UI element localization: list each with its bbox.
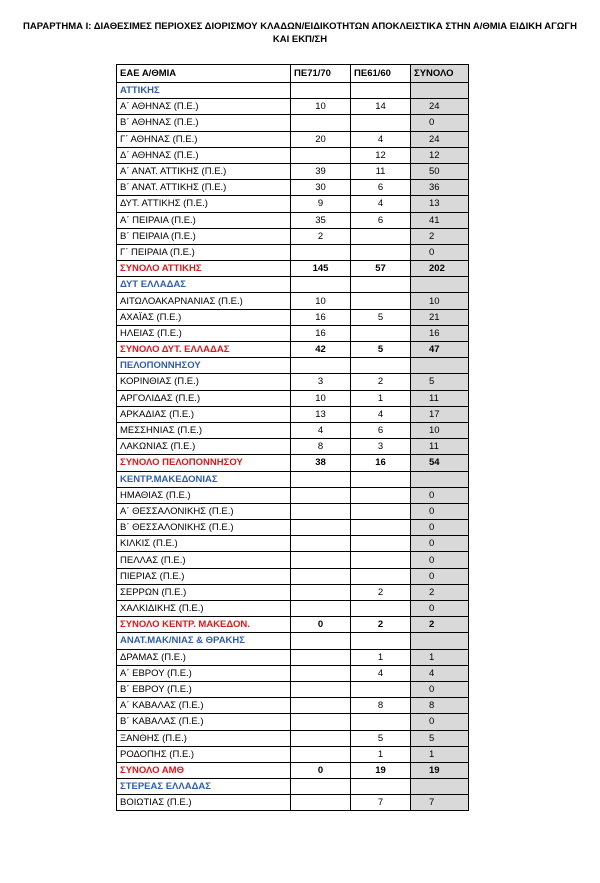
- cell-pe71: [291, 83, 351, 99]
- cell-pe61: [351, 568, 411, 584]
- cell-total: 0: [411, 552, 469, 568]
- cell-pe61: [351, 633, 411, 649]
- cell-area-name: ΚΕΝΤΡ.ΜΑΚΕΔΟΝΙΑΣ: [117, 471, 291, 487]
- cell-pe71: [291, 698, 351, 714]
- region-header-row: [117, 277, 469, 293]
- table-row: [117, 244, 469, 260]
- cell-pe61: 7: [351, 795, 411, 811]
- cell-pe61: 4: [351, 406, 411, 422]
- table-row: [117, 115, 469, 131]
- cell-total: 41: [411, 212, 469, 228]
- cell-area-name: ΠΕΛΛΑΣ (Π.Ε.): [117, 552, 291, 568]
- cell-total: 19: [411, 762, 469, 778]
- cell-total: 5: [411, 374, 469, 390]
- cell-pe61: [351, 503, 411, 519]
- cell-pe71: [291, 649, 351, 665]
- column-header-area: ΕΑΕ Α/ΘΜΙΑ: [117, 65, 291, 83]
- cell-total: 8: [411, 698, 469, 714]
- table-row: [117, 487, 469, 503]
- cell-area-name: ΣΕΡΡΩΝ (Π.Ε.): [117, 584, 291, 600]
- table-row: [117, 406, 469, 422]
- table-row: [117, 99, 469, 115]
- cell-pe61: 2: [351, 617, 411, 633]
- cell-area-name: ΠΕΛΟΠΟΝΝΗΣΟΥ: [117, 358, 291, 374]
- table-row: [117, 196, 469, 212]
- table-row: [117, 212, 469, 228]
- cell-area-name: ΞΑΝΘΗΣ (Π.Ε.): [117, 730, 291, 746]
- cell-pe71: 20: [291, 131, 351, 147]
- cell-pe61: [351, 115, 411, 131]
- region-header-row: [117, 779, 469, 795]
- cell-area-name: Β΄ ΘΕΣΣΑΛΟΝΙΚΗΣ (Π.Ε.): [117, 520, 291, 536]
- cell-total: 0: [411, 487, 469, 503]
- cell-pe61: [351, 779, 411, 795]
- column-header-total: ΣΥΝΟΛΟ: [411, 65, 469, 83]
- cell-area-name: ΣΤΕΡΕΑΣ ΕΛΛΑΔΑΣ: [117, 779, 291, 795]
- cell-total: [411, 358, 469, 374]
- cell-pe61: [351, 536, 411, 552]
- cell-total: 24: [411, 131, 469, 147]
- cell-pe71: [291, 584, 351, 600]
- cell-pe71: 16: [291, 325, 351, 341]
- table-row: [117, 325, 469, 341]
- cell-area-name: Β΄ ΑΝΑΤ. ΑΤΤΙΚΗΣ (Π.Ε.): [117, 180, 291, 196]
- cell-total: 0: [411, 714, 469, 730]
- cell-area-name: ΠΙΕΡΙΑΣ (Π.Ε.): [117, 568, 291, 584]
- cell-pe61: 4: [351, 196, 411, 212]
- cell-pe71: [291, 277, 351, 293]
- cell-total: 12: [411, 147, 469, 163]
- table-row: [117, 390, 469, 406]
- cell-pe71: 3: [291, 374, 351, 390]
- cell-area-name: Α΄ ΑΝΑΤ. ΑΤΤΙΚΗΣ (Π.Ε.): [117, 163, 291, 179]
- cell-pe61: 2: [351, 584, 411, 600]
- region-total-row: [117, 455, 469, 471]
- table-row: [117, 131, 469, 147]
- cell-total: 10: [411, 293, 469, 309]
- cell-pe71: [291, 471, 351, 487]
- cell-area-name: ΔΥΤ ΕΛΛΑΔΑΣ: [117, 277, 291, 293]
- cell-pe71: [291, 730, 351, 746]
- table-row: [117, 147, 469, 163]
- cell-total: 21: [411, 309, 469, 325]
- table-row: [117, 698, 469, 714]
- cell-pe71: 4: [291, 422, 351, 438]
- cell-area-name: ΔΥΤ. ΑΤΤΙΚΗΣ (Π.Ε.): [117, 196, 291, 212]
- cell-total: 2: [411, 228, 469, 244]
- cell-total: 202: [411, 261, 469, 277]
- cell-area-name: ΑΡΓΟΛΙΔΑΣ (Π.Ε.): [117, 390, 291, 406]
- cell-area-name: ΚΙΛΚΙΣ (Π.Ε.): [117, 536, 291, 552]
- cell-pe61: [351, 228, 411, 244]
- table-body: [117, 83, 469, 811]
- table-row: [117, 730, 469, 746]
- cell-pe61: [351, 520, 411, 536]
- table-row: [117, 746, 469, 762]
- cell-area-name: Α΄ ΕΒΡΟΥ (Π.Ε.): [117, 665, 291, 681]
- cell-area-name: ΑΤΤΙΚΗΣ: [117, 83, 291, 99]
- cell-pe71: [291, 633, 351, 649]
- region-total-row: [117, 342, 469, 358]
- cell-pe61: 4: [351, 131, 411, 147]
- cell-pe61: 57: [351, 261, 411, 277]
- cell-pe71: 16: [291, 309, 351, 325]
- cell-pe61: 5: [351, 309, 411, 325]
- cell-pe71: [291, 503, 351, 519]
- table-header-row: [117, 65, 469, 83]
- table-row: [117, 665, 469, 681]
- cell-pe71: [291, 795, 351, 811]
- cell-pe71: 10: [291, 293, 351, 309]
- cell-pe71: [291, 714, 351, 730]
- cell-total: 1: [411, 649, 469, 665]
- cell-area-name: ΗΛΕΙΑΣ (Π.Ε.): [117, 325, 291, 341]
- table-row: [117, 439, 469, 455]
- cell-total: 50: [411, 163, 469, 179]
- region-header-row: [117, 358, 469, 374]
- cell-pe61: [351, 277, 411, 293]
- cell-area-name: ΔΡΑΜΑΣ (Π.Ε.): [117, 649, 291, 665]
- cell-pe71: 8: [291, 439, 351, 455]
- cell-pe61: 3: [351, 439, 411, 455]
- cell-pe61: 1: [351, 390, 411, 406]
- region-total-row: [117, 617, 469, 633]
- table-row: [117, 552, 469, 568]
- cell-total: 1: [411, 746, 469, 762]
- cell-pe71: [291, 665, 351, 681]
- cell-total: 0: [411, 244, 469, 260]
- cell-pe61: 16: [351, 455, 411, 471]
- region-header-row: [117, 471, 469, 487]
- cell-pe71: [291, 746, 351, 762]
- cell-pe71: 10: [291, 99, 351, 115]
- cell-total: 0: [411, 115, 469, 131]
- cell-area-name: ΑΧΑΪΑΣ (Π.Ε.): [117, 309, 291, 325]
- cell-total: 0: [411, 681, 469, 697]
- cell-pe71: 35: [291, 212, 351, 228]
- region-header-row: [117, 83, 469, 99]
- cell-area-name: ΣΥΝΟΛΟ ΑΤΤΙΚΗΣ: [117, 261, 291, 277]
- cell-pe61: 8: [351, 698, 411, 714]
- table-row: [117, 714, 469, 730]
- cell-pe71: [291, 779, 351, 795]
- cell-pe61: [351, 358, 411, 374]
- cell-pe61: [351, 471, 411, 487]
- table-row: [117, 649, 469, 665]
- cell-total: 54: [411, 455, 469, 471]
- cell-total: 11: [411, 390, 469, 406]
- cell-pe71: 38: [291, 455, 351, 471]
- cell-area-name: Β΄ ΑΘΗΝΑΣ (Π.Ε.): [117, 115, 291, 131]
- cell-pe61: [351, 681, 411, 697]
- cell-pe71: 9: [291, 196, 351, 212]
- column-header-pe61: ΠΕ61/60: [351, 65, 411, 83]
- cell-pe71: [291, 552, 351, 568]
- availability-table: [116, 64, 469, 811]
- cell-area-name: ΑΙΤΩΛΟΑΚΑΡΝΑΝΙΑΣ (Π.Ε.): [117, 293, 291, 309]
- cell-pe61: [351, 714, 411, 730]
- table-row: [117, 228, 469, 244]
- table-row: [117, 293, 469, 309]
- region-total-row: [117, 261, 469, 277]
- cell-pe71: 0: [291, 617, 351, 633]
- cell-area-name: ΣΥΝΟΛΟ ΚΕΝΤΡ. ΜΑΚΕΔΟΝ.: [117, 617, 291, 633]
- cell-pe71: [291, 487, 351, 503]
- cell-total: [411, 471, 469, 487]
- page-title: ΠΑΡΑΡΤΗΜΑ Ι: ΔΙΑΘΕΣΙΜΕΣ ΠΕΡΙΟΧΕΣ ΔΙΟΡΙΣΜΟΥ ΚΛΑΔΩΝ/ΕΙΔΙΚΟΤΗΤΩΝ ΑΠΟΚΛΕΙΣΤΙΚΑ ΣΤΗΝ Α/ΘΜΙΑ ΕΙΔΙΚΗ ΑΓΩΓΗ ΚΑΙ ΕΚΠ/ΣΗ: [23, 21, 577, 45]
- cell-total: 0: [411, 568, 469, 584]
- cell-pe71: [291, 536, 351, 552]
- cell-total: 13: [411, 196, 469, 212]
- cell-pe61: 6: [351, 422, 411, 438]
- table-row: [117, 180, 469, 196]
- cell-pe61: 6: [351, 180, 411, 196]
- cell-pe71: 145: [291, 261, 351, 277]
- cell-area-name: ΜΕΣΣΗΝΙΑΣ (Π.Ε.): [117, 422, 291, 438]
- cell-area-name: ΣΥΝΟΛΟ ΑΜΘ: [117, 762, 291, 778]
- cell-pe71: [291, 147, 351, 163]
- cell-total: 7: [411, 795, 469, 811]
- cell-pe61: 5: [351, 730, 411, 746]
- cell-pe61: 5: [351, 342, 411, 358]
- cell-pe71: 2: [291, 228, 351, 244]
- table-row: [117, 795, 469, 811]
- cell-area-name: ΧΑΛΚΙΔΙΚΗΣ (Π.Ε.): [117, 601, 291, 617]
- cell-total: [411, 633, 469, 649]
- cell-area-name: Α΄ ΠΕΙΡΑΙΑ (Π.Ε.): [117, 212, 291, 228]
- cell-pe61: [351, 487, 411, 503]
- cell-pe71: [291, 115, 351, 131]
- cell-total: 10: [411, 422, 469, 438]
- cell-pe71: [291, 601, 351, 617]
- cell-total: 5: [411, 730, 469, 746]
- region-total-row: [117, 762, 469, 778]
- cell-area-name: Γ΄ ΠΕΙΡΑΙΑ (Π.Ε.): [117, 244, 291, 260]
- cell-total: 4: [411, 665, 469, 681]
- cell-area-name: ΒΟΙΩΤΙΑΣ (Π.Ε.): [117, 795, 291, 811]
- cell-area-name: ΚΟΡΙΝΘΙΑΣ (Π.Ε.): [117, 374, 291, 390]
- cell-pe71: 0: [291, 762, 351, 778]
- table-row: [117, 584, 469, 600]
- cell-total: 0: [411, 601, 469, 617]
- cell-pe61: 1: [351, 649, 411, 665]
- cell-area-name: Β΄ ΠΕΙΡΑΙΑ (Π.Ε.): [117, 228, 291, 244]
- table-row: [117, 503, 469, 519]
- cell-pe71: [291, 244, 351, 260]
- cell-area-name: Α΄ ΚΑΒΑΛΑΣ (Π.Ε.): [117, 698, 291, 714]
- cell-pe61: 19: [351, 762, 411, 778]
- cell-pe61: [351, 552, 411, 568]
- cell-total: 47: [411, 342, 469, 358]
- cell-total: 0: [411, 536, 469, 552]
- cell-pe61: 4: [351, 665, 411, 681]
- cell-pe61: 11: [351, 163, 411, 179]
- table-row: [117, 520, 469, 536]
- table-row: [117, 422, 469, 438]
- table-row: [117, 601, 469, 617]
- table-row: [117, 374, 469, 390]
- cell-area-name: Δ΄ ΑΘΗΝΑΣ (Π.Ε.): [117, 147, 291, 163]
- cell-pe71: [291, 520, 351, 536]
- cell-total: 0: [411, 503, 469, 519]
- cell-pe71: [291, 568, 351, 584]
- cell-pe61: 2: [351, 374, 411, 390]
- cell-total: 0: [411, 520, 469, 536]
- cell-area-name: ΑΝΑΤ.ΜΑΚ/ΝΙΑΣ & ΘΡΑΚΗΣ: [117, 633, 291, 649]
- cell-pe71: 30: [291, 180, 351, 196]
- table-row: [117, 309, 469, 325]
- cell-area-name: ΛΑΚΩΝΙΑΣ (Π.Ε.): [117, 439, 291, 455]
- cell-area-name: ΗΜΑΘΙΑΣ (Π.Ε.): [117, 487, 291, 503]
- cell-total: [411, 277, 469, 293]
- cell-total: 17: [411, 406, 469, 422]
- cell-pe71: [291, 681, 351, 697]
- cell-pe61: [351, 601, 411, 617]
- cell-total: 24: [411, 99, 469, 115]
- cell-total: 2: [411, 584, 469, 600]
- cell-total: [411, 83, 469, 99]
- table-row: [117, 163, 469, 179]
- cell-pe71: [291, 358, 351, 374]
- column-header-pe71: ΠΕ71/70: [291, 65, 351, 83]
- cell-total: 16: [411, 325, 469, 341]
- cell-total: 11: [411, 439, 469, 455]
- cell-pe71: 39: [291, 163, 351, 179]
- cell-pe61: 12: [351, 147, 411, 163]
- cell-pe61: 14: [351, 99, 411, 115]
- table-row: [117, 568, 469, 584]
- cell-pe71: 10: [291, 390, 351, 406]
- cell-total: 2: [411, 617, 469, 633]
- cell-area-name: Α΄ ΘΕΣΣΑΛΟΝΙΚΗΣ (Π.Ε.): [117, 503, 291, 519]
- cell-pe61: [351, 293, 411, 309]
- cell-pe61: 6: [351, 212, 411, 228]
- table-row: [117, 681, 469, 697]
- cell-pe61: [351, 244, 411, 260]
- table-row: [117, 536, 469, 552]
- cell-pe61: 1: [351, 746, 411, 762]
- cell-total: [411, 779, 469, 795]
- cell-total: 36: [411, 180, 469, 196]
- cell-area-name: ΣΥΝΟΛΟ ΠΕΛΟΠΟΝΝΗΣΟΥ: [117, 455, 291, 471]
- cell-area-name: Α΄ ΑΘΗΝΑΣ (Π.Ε.): [117, 99, 291, 115]
- cell-pe61: [351, 83, 411, 99]
- cell-pe71: 42: [291, 342, 351, 358]
- cell-pe61: [351, 325, 411, 341]
- cell-area-name: ΣΥΝΟΛΟ ΔΥΤ. ΕΛΛΑΔΑΣ: [117, 342, 291, 358]
- cell-area-name: ΑΡΚΑΔΙΑΣ (Π.Ε.): [117, 406, 291, 422]
- cell-area-name: Β΄ ΕΒΡΟΥ (Π.Ε.): [117, 681, 291, 697]
- cell-area-name: ΡΟΔΟΠΗΣ (Π.Ε.): [117, 746, 291, 762]
- cell-area-name: Β΄ ΚΑΒΑΛΑΣ (Π.Ε.): [117, 714, 291, 730]
- cell-pe71: 13: [291, 406, 351, 422]
- cell-area-name: Γ΄ ΑΘΗΝΑΣ (Π.Ε.): [117, 131, 291, 147]
- region-header-row: [117, 633, 469, 649]
